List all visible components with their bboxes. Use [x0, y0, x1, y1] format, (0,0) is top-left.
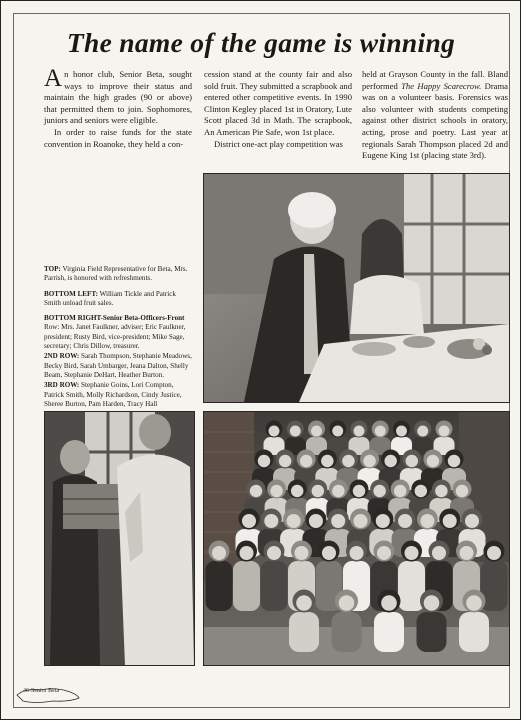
person-face: [415, 485, 427, 497]
person-face: [424, 595, 440, 611]
article-column-3: [362, 69, 508, 162]
caption-row: [44, 381, 194, 409]
photo-bottom-left: [44, 411, 195, 666]
person-face: [279, 455, 291, 467]
article-column-1: [44, 65, 192, 150]
person-face: [406, 455, 418, 467]
caption-label: BOTTOM LEFT:: [44, 289, 98, 298]
person-face: [332, 426, 343, 437]
person-face: [354, 426, 365, 437]
caption-bottom-left: [44, 290, 194, 309]
person-face: [377, 546, 391, 560]
photo-bottom-right: [203, 411, 510, 666]
person-face: [466, 595, 482, 611]
person-body: [459, 612, 489, 652]
person-face: [394, 485, 406, 497]
paragraph: In order to raise funds for the state convention in Roanoke, they held a con-: [44, 126, 192, 149]
person-face: [420, 514, 434, 528]
person-face: [349, 546, 363, 560]
person-face: [212, 546, 226, 560]
caption-label: TOP:: [44, 265, 61, 273]
person-face: [456, 485, 468, 497]
person-face: [432, 546, 446, 560]
person-face: [443, 514, 457, 528]
photo-bottom-left-image: [45, 412, 194, 665]
person-face: [287, 514, 301, 528]
person-face: [342, 455, 354, 467]
person-face: [376, 514, 390, 528]
person-body: [233, 561, 260, 611]
caption-text: Stephanie Goins, Lori Compton, Patrick Smith, Molly Richardson, Cindy Justice, Sheree Burton, Pam Harden, Tracy Hall: [44, 381, 182, 408]
paragraph: [362, 69, 508, 162]
person-face: [396, 426, 407, 437]
person-face: [332, 485, 344, 497]
person-body: [206, 561, 233, 611]
photo-top: [203, 173, 510, 403]
person-body: [417, 612, 447, 652]
article-column-2: [204, 69, 352, 150]
person-face: [353, 485, 365, 497]
caption-text: Virginia Field Representative for Beta, Mrs. Parrish, is honored with refreshments.: [44, 265, 188, 283]
person-body: [289, 612, 319, 652]
person-face: [290, 426, 301, 437]
paragraph-text: held at Grayson County in the fall. Bland performed: [362, 69, 508, 91]
paragraph-text: Drama was on a volunteer basis. Forensics was also volunteer with students competing against other district schools in oratory, acting, prose and poetry. Last year at regionals Sarah Thompson placed 2d and Eugene King 1st (placing state 3rd).: [362, 80, 508, 161]
caption-text: Sarah Thompson, Stephanie Meadows, Becky Bird, Sarah Umbarger, Jeana Dalton, Shelly Beam, Stephanie DeHart, Heather Burton.: [44, 352, 192, 379]
person-face: [296, 595, 312, 611]
person-face: [309, 514, 323, 528]
caption-text: William Tickle and Patrick Smith unload fruit sales.: [44, 289, 176, 307]
paragraph: [44, 65, 192, 127]
person-face: [375, 426, 386, 437]
person-face: [373, 485, 385, 497]
person-face: [294, 546, 308, 560]
page-folio: 46-Senior Beta: [23, 688, 60, 694]
person-face: [300, 455, 312, 467]
person-face: [312, 485, 324, 497]
person-face: [487, 546, 501, 560]
person-face: [267, 546, 281, 560]
caption-top: [44, 265, 194, 284]
caption-row: [44, 352, 194, 380]
person-body: [261, 561, 288, 611]
person-face: [239, 546, 253, 560]
person-face: [427, 455, 439, 467]
person-body: [332, 612, 362, 652]
page-title: The name of the game is winning: [66, 27, 456, 58]
person-face: [404, 546, 418, 560]
caption-bottom-right: [44, 314, 194, 351]
drop-cap: A: [44, 65, 63, 92]
person-face: [270, 485, 282, 497]
paragraph-text: n honor club, Senior Beta, sought ways to improve their status and maintain the high grades (90 or above) that permitted them to join. Sophomores, juniors and seniors were eligible.: [44, 69, 192, 126]
person-face: [353, 514, 367, 528]
person-face: [321, 455, 333, 467]
person-face: [363, 455, 375, 467]
person-face: [250, 485, 262, 497]
person-face: [331, 514, 345, 528]
person-face: [448, 455, 460, 467]
person-face: [258, 455, 270, 467]
caption-text: Row: Mrs. Janet Faulkner, adviser; Eric Faulkner, president; Rusty Bird, vice-president; Mike Sage, secretary; Chris Dillow, treasurer.: [44, 323, 186, 351]
person-face: [398, 514, 412, 528]
photo-top-image: [204, 174, 509, 402]
caption-label: BOTTOM RIGHT-Senior Beta-Officers-Front: [44, 314, 185, 323]
photo-bottom-right-image: [204, 412, 509, 665]
person-face: [242, 514, 256, 528]
person-face: [269, 426, 280, 437]
caption-label: 2ND ROW:: [44, 352, 80, 361]
paragraph: cession stand at the county fair and also sold fruit. They submitted a scrapbook and entered other competitive events. In 1990 Clinton Kegley placed 1st in Oratory, Lute Scott placed 3d in Math. The scrapbook, An American Pie Safe, won 1st place.: [204, 69, 352, 137]
paragraph: District one-act play competition was: [214, 138, 343, 149]
person-face: [417, 426, 428, 437]
person-body: [374, 612, 404, 652]
person-face: [435, 485, 447, 497]
person-face: [322, 546, 336, 560]
play-title: The Happy Scarecrow.: [401, 80, 482, 91]
person-face: [384, 455, 396, 467]
person-face: [339, 595, 355, 611]
person-face: [465, 514, 479, 528]
person-face: [291, 485, 303, 497]
caption-label: 3RD ROW:: [44, 381, 80, 390]
person-face: [264, 514, 278, 528]
person-face: [381, 595, 397, 611]
person-face: [311, 426, 322, 437]
person-face: [459, 546, 473, 560]
person-face: [439, 426, 450, 437]
